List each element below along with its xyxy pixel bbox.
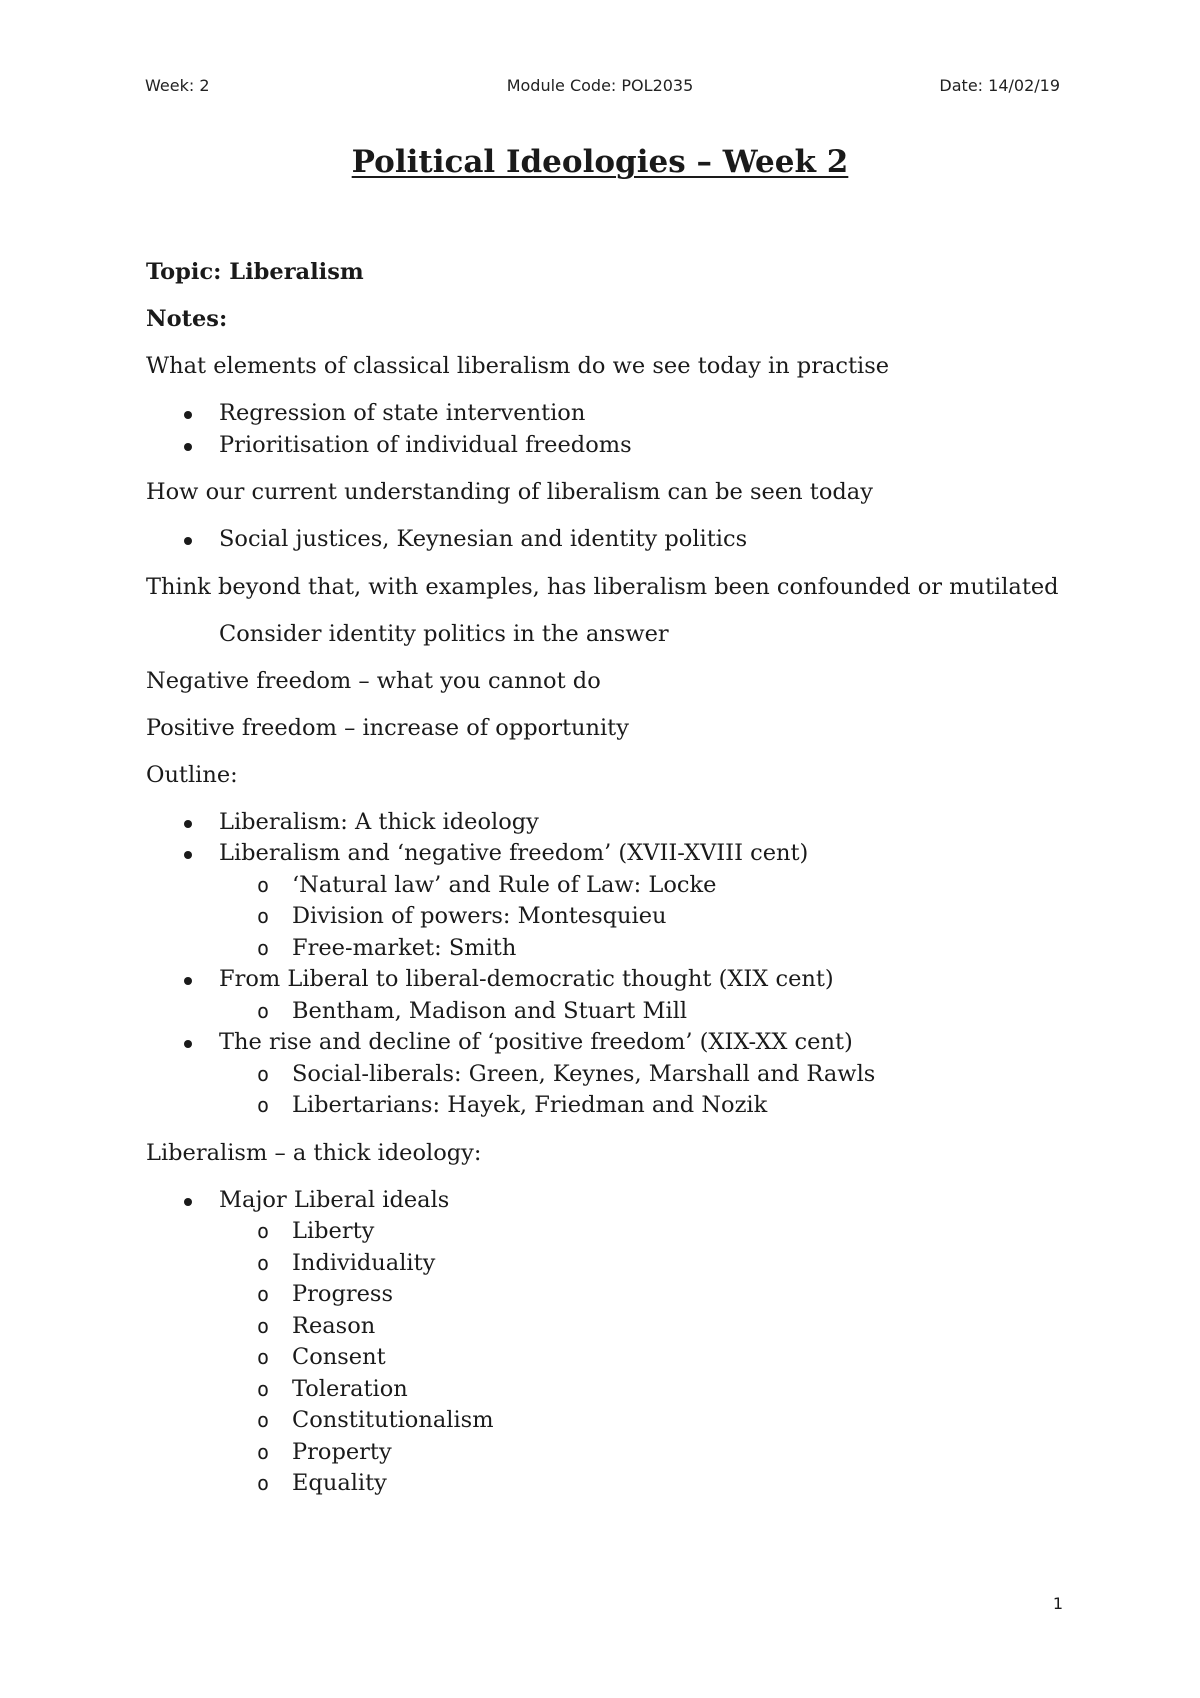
ideals-item: Major Liberal ideals	[146, 1185, 1076, 1217]
outline-subitem: o Division of powers: Montesquieu	[146, 901, 1076, 933]
outline-subitem: o Free-market: Smith	[146, 933, 1076, 965]
outline-item: Liberalism: A thick ideology	[146, 807, 1076, 839]
header-week: Week: 2	[145, 76, 210, 95]
document-body	[146, 257, 1076, 1516]
header-module-code: Module Code: POL2035	[506, 76, 694, 95]
ideal-subitem: o Equality	[146, 1468, 1076, 1500]
list-item: Regression of state intervention	[146, 398, 1076, 430]
document-title: Political Ideologies – Week 2	[351, 144, 849, 180]
question-1: What elements of classical liberalism do we see today in practise	[146, 353, 890, 379]
outline-subitem: o Libertarians: Hayek, Friedman and Nozik	[146, 1090, 1076, 1122]
ideal-subitem: o Liberty	[146, 1216, 1076, 1248]
positive-freedom-note: Positive freedom – increase of opportunity	[146, 714, 629, 741]
outline-subitem: o ‘Natural law’ and Rule of Law: Locke	[146, 870, 1076, 902]
ideal-subitem: o Toleration	[146, 1374, 1076, 1406]
ideal-subitem: o Individuality	[146, 1248, 1076, 1280]
ideal-subitem: o Constitutionalism	[146, 1405, 1076, 1437]
negative-freedom-note: Negative freedom – what you cannot do	[146, 667, 601, 694]
outline-item: Liberalism and ‘negative freedom’ (XVII-XVIII cent)	[146, 838, 1076, 870]
question-3-note: Consider identity politics in the answer	[219, 620, 669, 647]
outline-item: From Liberal to liberal-democratic thought (XIX cent)	[146, 964, 1076, 996]
ideal-subitem: o Progress	[146, 1279, 1076, 1311]
ideal-subitem: o Reason	[146, 1311, 1076, 1343]
notes-heading: Notes:	[146, 306, 228, 332]
question-3: Think beyond that, with examples, has liberalism been confounded or mutilated	[146, 573, 1059, 600]
outline-list	[146, 807, 1076, 1122]
outline-subitem: o Social-liberals: Green, Keynes, Marshall and Rawls	[146, 1059, 1076, 1091]
thick-ideology-heading: Liberalism – a thick ideology:	[146, 1139, 482, 1166]
outline-subitem: o Bentham, Madison and Stuart Mill	[146, 996, 1076, 1028]
ideals-list	[146, 1185, 1076, 1500]
question-1-list	[146, 398, 1076, 461]
ideal-subitem: o Property	[146, 1437, 1076, 1469]
question-2: How our current understanding of liberalism can be seen today	[146, 479, 873, 505]
page-number: 1	[1052, 1594, 1063, 1613]
question-2-list	[146, 524, 1076, 556]
topic-heading: Topic: Liberalism	[146, 259, 364, 285]
list-item: Prioritisation of individual freedoms	[146, 430, 1076, 462]
ideal-subitem: o Consent	[146, 1342, 1076, 1374]
header-date: Date: 14/02/19	[939, 76, 1060, 95]
outline-heading: Outline:	[146, 761, 238, 788]
list-item: Social justices, Keynesian and identity politics	[146, 524, 1076, 556]
outline-item: The rise and decline of ‘positive freedom’ (XIX-XX cent)	[146, 1027, 1076, 1059]
